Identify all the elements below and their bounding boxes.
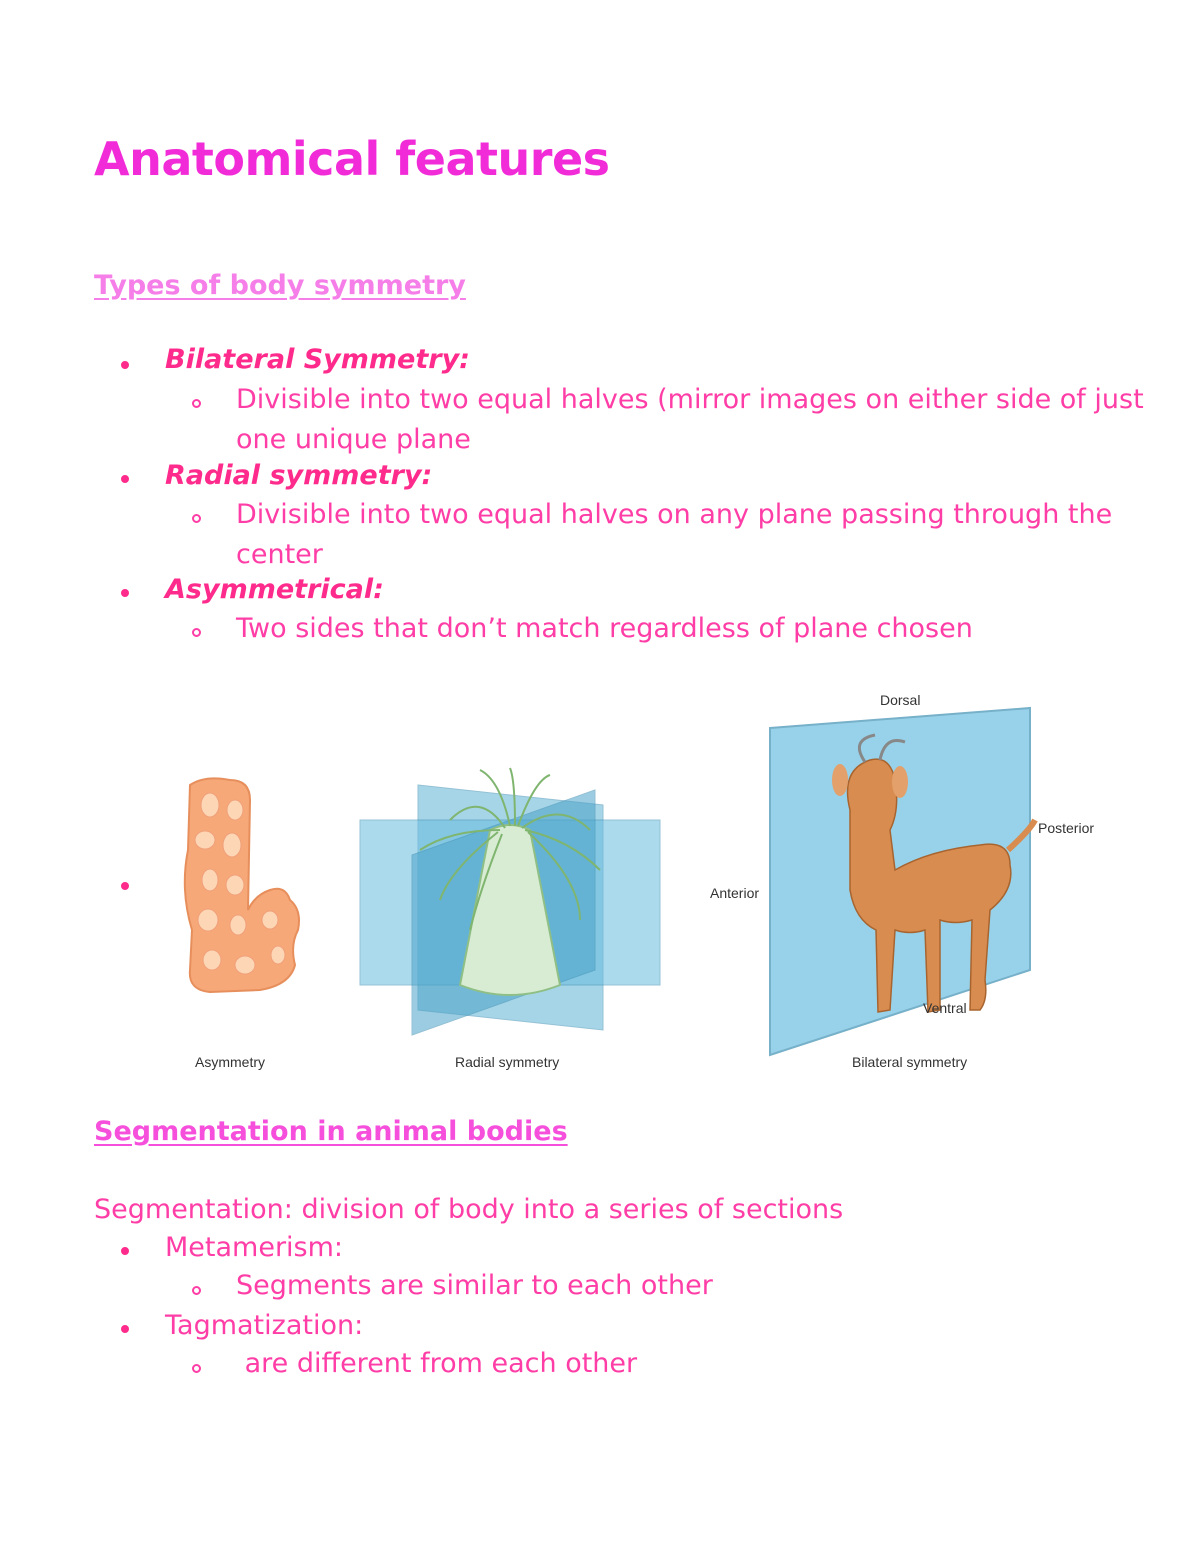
symmetry-heading: Types of body symmetry — [94, 270, 466, 301]
segmentation-item-tagmatization: Tagmatization: — [165, 1310, 364, 1341]
symmetry-illustration — [150, 680, 1130, 1080]
symmetry-item-radial-label: Radial symmetry: — [165, 460, 433, 491]
bullet-icon — [121, 589, 129, 597]
sub-bullet-icon — [192, 1286, 201, 1295]
symmetry-item-radial-text-1: Divisible into two equal halves on any plane passing through the — [236, 499, 1113, 530]
sub-bullet-icon — [192, 1364, 201, 1373]
bullet-icon — [121, 1325, 129, 1333]
symmetry-item-asym-text-1: Two sides that don’t match regardless of plane chosen — [236, 613, 973, 644]
radial-illustration — [360, 768, 660, 1035]
bullet-icon — [121, 1247, 129, 1255]
symmetry-item-bilateral-label: Bilateral Symmetry: — [165, 344, 470, 375]
segmentation-heading: Segmentation in animal bodies — [94, 1116, 568, 1147]
segmentation-definition: Segmentation: division of body into a series of sections — [94, 1194, 844, 1225]
segmentation-item-metamerism: Metamerism: — [165, 1232, 344, 1263]
label-dorsal: Dorsal — [880, 692, 921, 708]
label-posterior: Posterior — [1038, 820, 1095, 836]
label-radial-symmetry: Radial symmetry — [455, 1054, 560, 1070]
bullet-icon — [121, 882, 129, 890]
sub-bullet-icon — [192, 628, 201, 637]
sub-bullet-icon — [192, 399, 201, 408]
page-title: Anatomical features — [94, 132, 610, 186]
bullet-icon — [121, 475, 129, 483]
sub-bullet-icon — [192, 514, 201, 523]
symmetry-item-bilateral-text-1: Divisible into two equal halves (mirror images on either side of just — [236, 384, 1144, 415]
segmentation-item-tagmatization-sub: are different from each other — [236, 1348, 638, 1379]
symmetry-item-bilateral-text-2: one unique plane — [236, 424, 471, 455]
bullet-icon — [121, 361, 129, 369]
symmetry-figure — [150, 680, 1130, 1080]
sponge-illustration — [185, 778, 299, 992]
bilateral-illustration — [770, 708, 1035, 1055]
label-asymmetry: Asymmetry — [195, 1054, 265, 1070]
label-anterior: Anterior — [710, 885, 760, 901]
label-bilateral-symmetry: Bilateral symmetry — [852, 1054, 968, 1070]
symmetry-item-radial-text-2: center — [236, 539, 323, 570]
label-ventral: Ventral — [923, 1000, 967, 1016]
symmetry-item-asym-label: Asymmetrical: — [165, 574, 384, 605]
segmentation-item-metamerism-sub: Segments are similar to each other — [236, 1270, 713, 1301]
